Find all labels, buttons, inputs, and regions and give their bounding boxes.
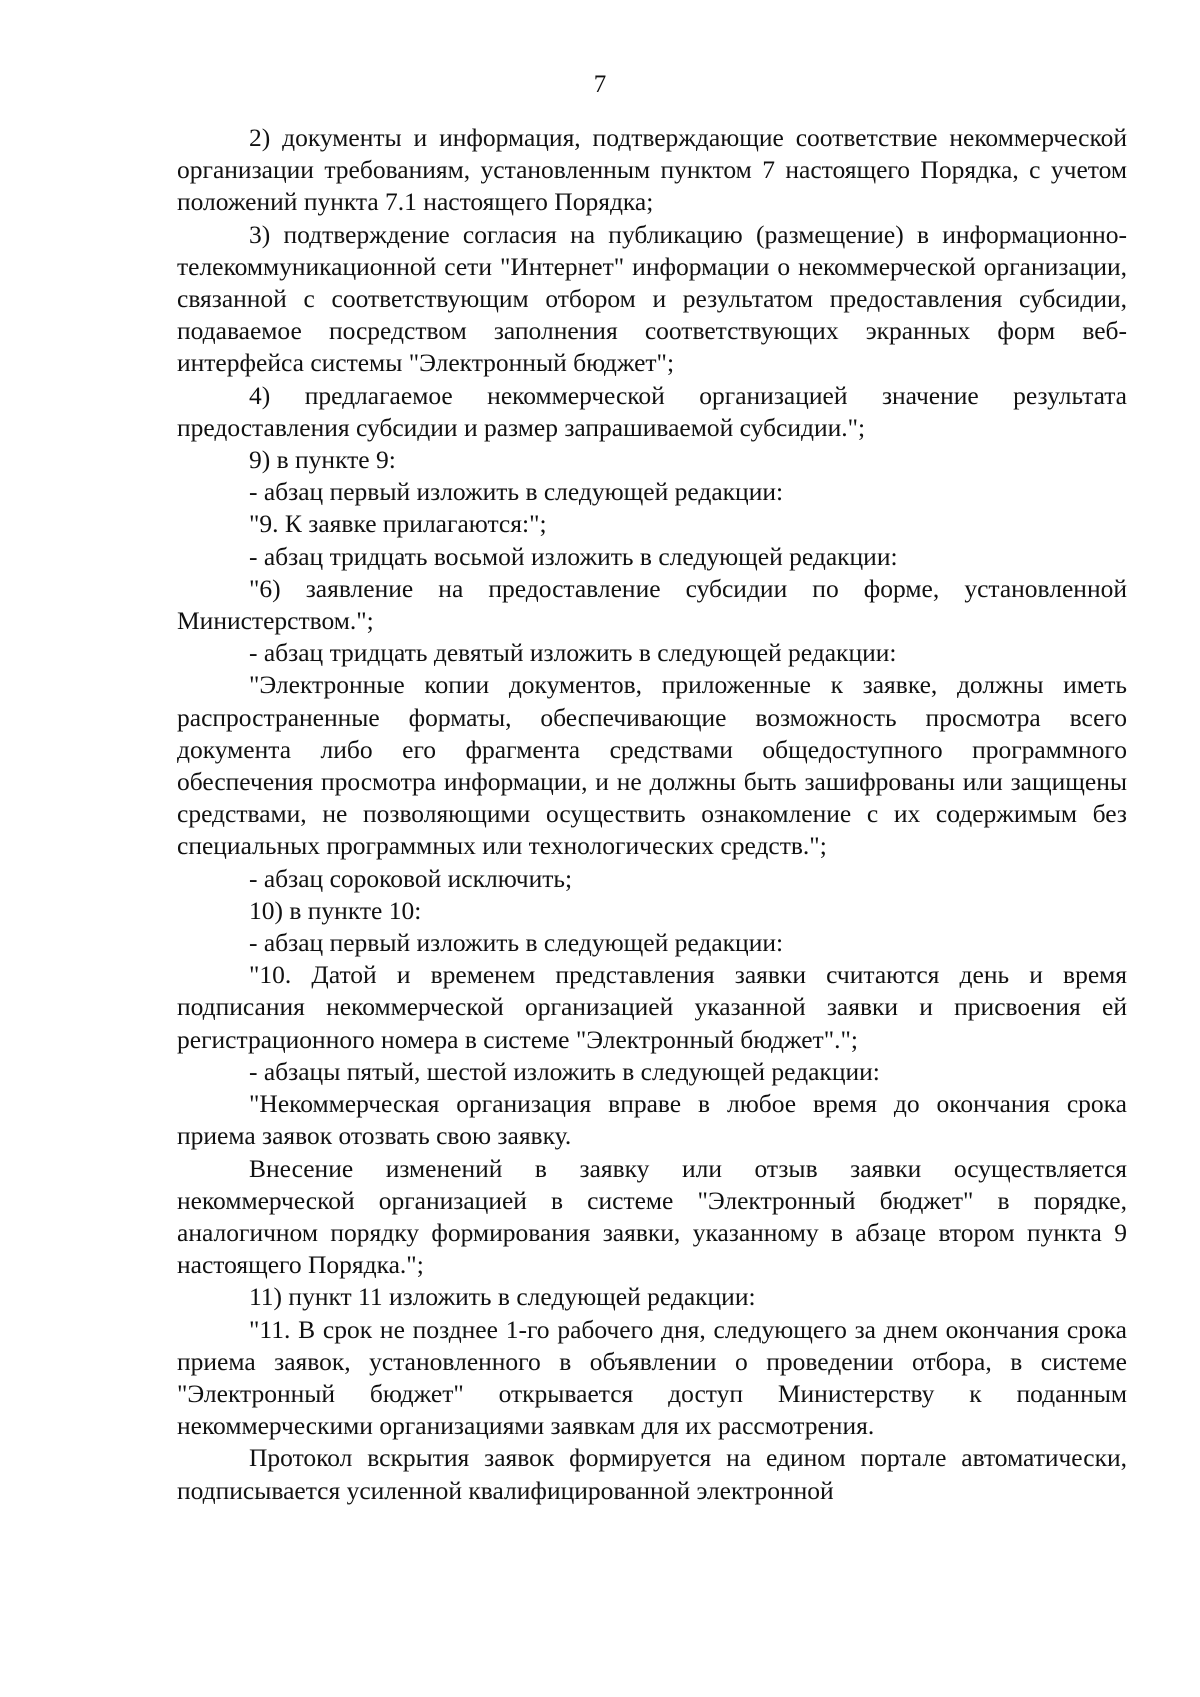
paragraph: - абзацы пятый, шестой изложить в следующей редакции: <box>249 1056 880 1086</box>
paragraph: Внесение изменений в заявку или отзыв заявки осуществляется некоммерческой организацией в системе "Электронный бюджет" в порядке, аналогичном порядку формирования заявки, указанному в абзаце втором пункта 9 настоящего Порядка."; <box>177 1153 1127 1280</box>
page-number: 7 <box>593 71 607 98</box>
paragraph: - абзац тридцать восьмой изложить в следующей редакции: <box>249 541 898 571</box>
paragraph: - абзац сороковой исключить; <box>249 863 573 893</box>
paragraph: 11) пункт 11 изложить в следующей редакции: <box>249 1282 756 1312</box>
paragraph: 3) подтверждение согласия на публикацию (размещение) в информационно-телекоммуникационной сети "Интернет" информации о некоммерческой организации, связанной с соответствующим отбором и результатом предоставления субсидии, подаваемое посредством заполнения соответствующих экранных форм веб-интерфейса системы "Электронный бюджет"; <box>177 219 1127 378</box>
paragraph: "11. В срок не позднее 1-го рабочего дня, следующего за днем окончания срока приема заявок, установленного в объявлении о проведении отбора, в системе "Электронный бюджет" открывается доступ Министерству к поданным некоммерческими организациями заявкам для их рассмотрения. <box>177 1314 1127 1441</box>
paragraph: "Электронные копии документов, приложенные к заявке, должны иметь распространенные форматы, обеспечивающие возможность просмотра всего документа либо его фрагмента средствами общедоступного программного обеспечения просмотра информации, и не должны быть зашифрованы или защищены средствами, не позволяющими осуществить ознакомление с их содержимым без специальных программных или технологических средств."; <box>177 670 1127 861</box>
paragraph: "9. К заявке прилагаются:"; <box>249 509 547 539</box>
paragraph: - абзац тридцать девятый изложить в следующей редакции: <box>249 638 897 668</box>
paragraph: "10. Датой и временем представления заявки считаются день и время подписания некоммерческой организацией указанной заявки и присвоения ей регистрационного номера в системе "Электронный бюджет"."; <box>177 960 1127 1054</box>
paragraph: Протокол вскрытия заявок формируется на едином портале автоматически, подписывается усиленной квалифицированной электронной <box>177 1443 1127 1505</box>
paragraph: - абзац первый изложить в следующей редакции: <box>249 477 784 507</box>
document-body <box>177 122 1127 1507</box>
paragraph: 4) предлагаемое некоммерческой организацией значение результата предоставления субсидии и размер запрашиваемой субсидии."; <box>177 380 1127 442</box>
paragraph: "Некоммерческая организация вправе в любое время до окончания срока приема заявок отозвать свою заявку. <box>177 1089 1127 1151</box>
paragraph: 9) в пункте 9: <box>249 445 396 475</box>
paragraph: - абзац первый изложить в следующей редакции: <box>249 928 784 958</box>
paragraph: 10) в пункте 10: <box>249 895 422 925</box>
paragraph: "6) заявление на предоставление субсидии по форме, установленной Министерством."; <box>177 573 1127 636</box>
paragraph: 2) документы и информация, подтверждающие соответствие некоммерческой организации требованиям, установленным пунктом 7 настоящего Порядка, с учетом положений пункта 7.1 настоящего Порядка; <box>177 123 1127 217</box>
